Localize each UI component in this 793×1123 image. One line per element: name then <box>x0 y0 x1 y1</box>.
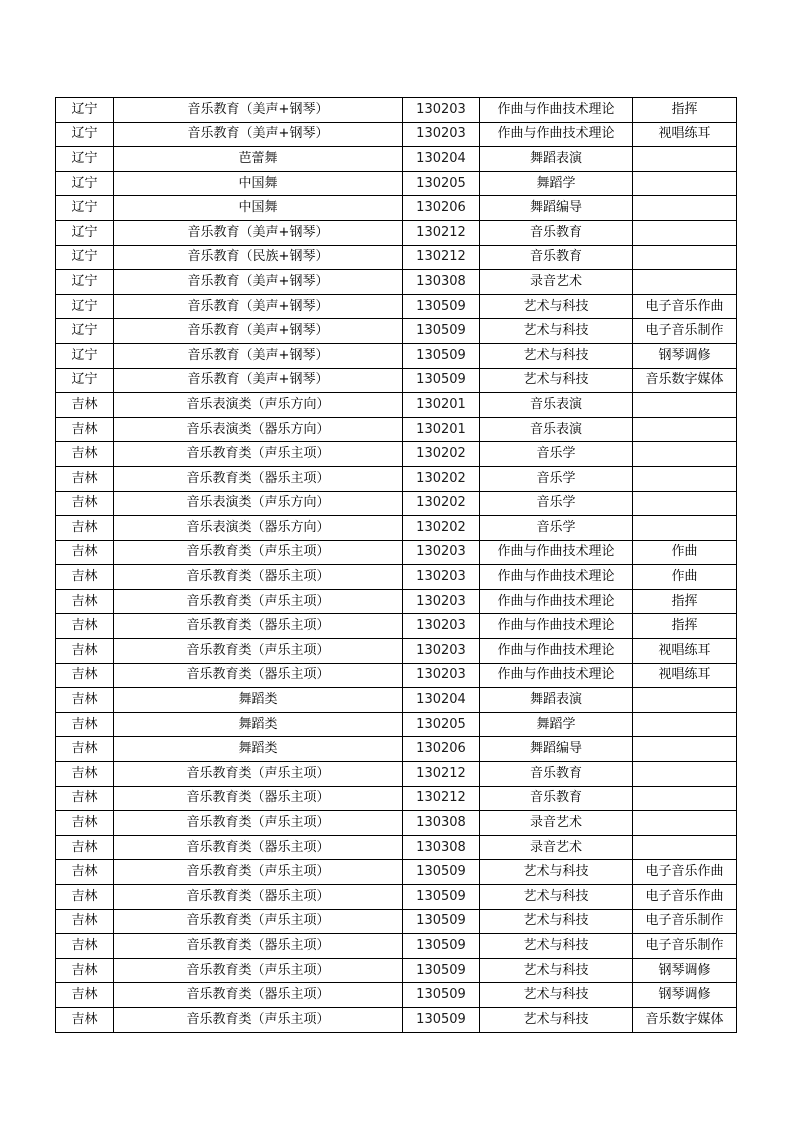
exam-category-cell: 音乐教育类（声乐主项） <box>114 540 403 565</box>
major-code-cell: 130203 <box>403 98 480 123</box>
major-code-cell: 130308 <box>403 270 480 295</box>
exam-category-cell: 音乐教育类（声乐主项） <box>114 762 403 787</box>
major-code-cell: 130202 <box>403 466 480 491</box>
major-direction-cell <box>633 688 737 713</box>
table-row <box>56 466 737 491</box>
major-code-cell: 130509 <box>403 958 480 983</box>
table-row <box>56 786 737 811</box>
exam-category-cell: 音乐教育类（声乐主项） <box>114 909 403 934</box>
major-code-cell: 130509 <box>403 319 480 344</box>
major-direction-cell <box>633 811 737 836</box>
table-row <box>56 934 737 959</box>
major-code-cell: 130205 <box>403 171 480 196</box>
major-name-cell: 录音艺术 <box>480 835 633 860</box>
table-row <box>56 958 737 983</box>
exam-category-cell: 音乐教育类（器乐主项） <box>114 565 403 590</box>
table-row <box>56 516 737 541</box>
major-name-cell: 音乐教育 <box>480 786 633 811</box>
major-code-cell: 130203 <box>403 540 480 565</box>
major-direction-cell: 电子音乐作曲 <box>633 294 737 319</box>
major-direction-cell <box>633 245 737 270</box>
province-cell: 辽宁 <box>56 368 114 393</box>
major-name-cell: 艺术与科技 <box>480 343 633 368</box>
major-code-cell: 130212 <box>403 762 480 787</box>
exam-category-cell: 音乐教育（美声+钢琴） <box>114 270 403 295</box>
exam-category-cell: 中国舞 <box>114 196 403 221</box>
major-direction-cell <box>633 466 737 491</box>
exam-category-cell: 音乐教育（美声+钢琴） <box>114 343 403 368</box>
major-name-cell: 艺术与科技 <box>480 1007 633 1032</box>
major-name-cell: 舞蹈学 <box>480 171 633 196</box>
major-code-cell: 130203 <box>403 589 480 614</box>
major-name-cell: 音乐教育 <box>480 220 633 245</box>
exam-category-cell: 舞蹈类 <box>114 712 403 737</box>
province-cell: 吉林 <box>56 737 114 762</box>
exam-category-cell: 音乐教育类（声乐主项） <box>114 860 403 885</box>
major-name-cell: 艺术与科技 <box>480 319 633 344</box>
table-row <box>56 171 737 196</box>
exam-category-cell: 音乐教育类（声乐主项） <box>114 811 403 836</box>
major-name-cell: 舞蹈表演 <box>480 147 633 172</box>
exam-category-cell: 音乐教育类（器乐主项） <box>114 934 403 959</box>
major-name-cell: 艺术与科技 <box>480 294 633 319</box>
major-code-cell: 130204 <box>403 147 480 172</box>
major-code-cell: 130212 <box>403 245 480 270</box>
major-code-cell: 130509 <box>403 294 480 319</box>
province-cell: 辽宁 <box>56 196 114 221</box>
province-cell: 吉林 <box>56 958 114 983</box>
major-direction-cell <box>633 171 737 196</box>
major-code-cell: 130212 <box>403 786 480 811</box>
major-code-cell: 130206 <box>403 196 480 221</box>
exam-category-cell: 音乐教育类（器乐主项） <box>114 614 403 639</box>
major-code-cell: 130202 <box>403 442 480 467</box>
exam-category-cell: 音乐教育（民族+钢琴） <box>114 245 403 270</box>
major-direction-cell: 电子音乐制作 <box>633 909 737 934</box>
major-direction-cell: 指挥 <box>633 589 737 614</box>
province-cell: 辽宁 <box>56 220 114 245</box>
exam-category-cell: 音乐教育类（声乐主项） <box>114 589 403 614</box>
major-name-cell: 音乐表演 <box>480 393 633 418</box>
major-code-cell: 130308 <box>403 811 480 836</box>
major-code-cell: 130201 <box>403 417 480 442</box>
table-row <box>56 1007 737 1032</box>
table-row <box>56 319 737 344</box>
exam-category-cell: 音乐教育类（声乐主项） <box>114 958 403 983</box>
major-direction-cell <box>633 417 737 442</box>
table-row <box>56 98 737 123</box>
province-cell: 辽宁 <box>56 171 114 196</box>
province-cell: 吉林 <box>56 885 114 910</box>
province-cell: 吉林 <box>56 712 114 737</box>
table-row <box>56 294 737 319</box>
major-direction-cell <box>633 712 737 737</box>
major-name-cell: 作曲与作曲技术理论 <box>480 663 633 688</box>
table-row <box>56 663 737 688</box>
major-direction-cell: 作曲 <box>633 565 737 590</box>
province-cell: 吉林 <box>56 393 114 418</box>
major-name-cell: 录音艺术 <box>480 811 633 836</box>
province-cell: 辽宁 <box>56 319 114 344</box>
province-cell: 辽宁 <box>56 147 114 172</box>
major-name-cell: 艺术与科技 <box>480 934 633 959</box>
province-cell: 吉林 <box>56 909 114 934</box>
major-direction-cell <box>633 393 737 418</box>
province-cell: 吉林 <box>56 688 114 713</box>
table-row <box>56 368 737 393</box>
table-row <box>56 122 737 147</box>
exam-category-cell: 音乐表演类（器乐方向） <box>114 516 403 541</box>
major-code-cell: 130212 <box>403 220 480 245</box>
major-direction-cell <box>633 220 737 245</box>
province-cell: 吉林 <box>56 663 114 688</box>
province-cell: 吉林 <box>56 786 114 811</box>
table-row <box>56 737 737 762</box>
major-name-cell: 作曲与作曲技术理论 <box>480 540 633 565</box>
major-direction-cell: 作曲 <box>633 540 737 565</box>
major-code-cell: 130203 <box>403 122 480 147</box>
major-direction-cell <box>633 147 737 172</box>
exam-category-cell: 音乐教育（美声+钢琴） <box>114 220 403 245</box>
major-code-cell: 130203 <box>403 639 480 664</box>
major-direction-cell <box>633 516 737 541</box>
table-row <box>56 196 737 221</box>
province-cell: 辽宁 <box>56 343 114 368</box>
major-name-cell: 艺术与科技 <box>480 909 633 934</box>
province-cell: 辽宁 <box>56 294 114 319</box>
major-code-cell: 130204 <box>403 688 480 713</box>
exam-category-cell: 音乐教育类（声乐主项） <box>114 639 403 664</box>
major-code-cell: 130509 <box>403 983 480 1008</box>
major-name-cell: 艺术与科技 <box>480 368 633 393</box>
table-row <box>56 589 737 614</box>
major-direction-cell: 电子音乐制作 <box>633 934 737 959</box>
major-direction-cell <box>633 762 737 787</box>
major-direction-cell: 钢琴调修 <box>633 958 737 983</box>
major-name-cell: 音乐教育 <box>480 245 633 270</box>
major-name-cell: 音乐表演 <box>480 417 633 442</box>
major-code-cell: 130509 <box>403 1007 480 1032</box>
table-row <box>56 442 737 467</box>
province-cell: 吉林 <box>56 639 114 664</box>
admission-major-table <box>55 97 737 1033</box>
exam-category-cell: 音乐教育类（器乐主项） <box>114 466 403 491</box>
table-row <box>56 614 737 639</box>
exam-category-cell: 音乐教育（美声+钢琴） <box>114 98 403 123</box>
province-cell: 吉林 <box>56 417 114 442</box>
major-name-cell: 艺术与科技 <box>480 983 633 1008</box>
major-name-cell: 音乐学 <box>480 466 633 491</box>
table-row <box>56 639 737 664</box>
exam-category-cell: 音乐表演类（声乐方向） <box>114 491 403 516</box>
major-direction-cell <box>633 786 737 811</box>
exam-category-cell: 音乐教育（美声+钢琴） <box>114 319 403 344</box>
table-row <box>56 885 737 910</box>
table-body <box>56 98 737 1033</box>
province-cell: 辽宁 <box>56 98 114 123</box>
major-name-cell: 作曲与作曲技术理论 <box>480 122 633 147</box>
table-row <box>56 245 737 270</box>
table-row <box>56 343 737 368</box>
table-row <box>56 909 737 934</box>
province-cell: 吉林 <box>56 614 114 639</box>
major-code-cell: 130509 <box>403 909 480 934</box>
major-direction-cell: 视唱练耳 <box>633 639 737 664</box>
exam-category-cell: 音乐教育（美声+钢琴） <box>114 294 403 319</box>
exam-category-cell: 音乐教育类（声乐主项） <box>114 1007 403 1032</box>
province-cell: 吉林 <box>56 540 114 565</box>
table-row <box>56 688 737 713</box>
province-cell: 辽宁 <box>56 270 114 295</box>
major-code-cell: 130202 <box>403 516 480 541</box>
major-direction-cell: 指挥 <box>633 614 737 639</box>
table-row <box>56 860 737 885</box>
exam-category-cell: 音乐表演类（器乐方向） <box>114 417 403 442</box>
major-code-cell: 130509 <box>403 934 480 959</box>
major-name-cell: 作曲与作曲技术理论 <box>480 589 633 614</box>
province-cell: 吉林 <box>56 860 114 885</box>
major-direction-cell: 电子音乐制作 <box>633 319 737 344</box>
major-code-cell: 130205 <box>403 712 480 737</box>
major-name-cell: 音乐学 <box>480 516 633 541</box>
province-cell: 吉林 <box>56 516 114 541</box>
exam-category-cell: 音乐教育类（声乐主项） <box>114 442 403 467</box>
table-row <box>56 491 737 516</box>
table-row <box>56 220 737 245</box>
major-code-cell: 130203 <box>403 663 480 688</box>
major-name-cell: 作曲与作曲技术理论 <box>480 614 633 639</box>
major-name-cell: 音乐学 <box>480 491 633 516</box>
major-direction-cell: 视唱练耳 <box>633 663 737 688</box>
province-cell: 吉林 <box>56 565 114 590</box>
exam-category-cell: 音乐教育（美声+钢琴） <box>114 368 403 393</box>
major-code-cell: 130203 <box>403 614 480 639</box>
major-direction-cell: 电子音乐作曲 <box>633 860 737 885</box>
major-direction-cell: 电子音乐作曲 <box>633 885 737 910</box>
province-cell: 吉林 <box>56 811 114 836</box>
major-direction-cell <box>633 442 737 467</box>
table-row <box>56 835 737 860</box>
major-code-cell: 130509 <box>403 368 480 393</box>
exam-category-cell: 音乐教育（美声+钢琴） <box>114 122 403 147</box>
province-cell: 吉林 <box>56 589 114 614</box>
table-row <box>56 540 737 565</box>
province-cell: 辽宁 <box>56 122 114 147</box>
table-row <box>56 393 737 418</box>
major-direction-cell: 音乐数字媒体 <box>633 1007 737 1032</box>
major-name-cell: 录音艺术 <box>480 270 633 295</box>
major-direction-cell <box>633 270 737 295</box>
major-direction-cell <box>633 835 737 860</box>
major-name-cell: 艺术与科技 <box>480 860 633 885</box>
major-code-cell: 130308 <box>403 835 480 860</box>
exam-category-cell: 音乐教育类（器乐主项） <box>114 786 403 811</box>
province-cell: 吉林 <box>56 983 114 1008</box>
province-cell: 吉林 <box>56 762 114 787</box>
major-code-cell: 130206 <box>403 737 480 762</box>
table-row <box>56 811 737 836</box>
major-name-cell: 作曲与作曲技术理论 <box>480 639 633 664</box>
province-cell: 吉林 <box>56 835 114 860</box>
major-name-cell: 作曲与作曲技术理论 <box>480 98 633 123</box>
exam-category-cell: 音乐表演类（声乐方向） <box>114 393 403 418</box>
province-cell: 辽宁 <box>56 245 114 270</box>
major-name-cell: 舞蹈学 <box>480 712 633 737</box>
major-code-cell: 130509 <box>403 860 480 885</box>
major-direction-cell <box>633 491 737 516</box>
table-row <box>56 147 737 172</box>
province-cell: 吉林 <box>56 1007 114 1032</box>
major-name-cell: 舞蹈表演 <box>480 688 633 713</box>
major-name-cell: 舞蹈编导 <box>480 196 633 221</box>
exam-category-cell: 舞蹈类 <box>114 688 403 713</box>
major-name-cell: 音乐学 <box>480 442 633 467</box>
major-direction-cell: 视唱练耳 <box>633 122 737 147</box>
exam-category-cell: 音乐教育类（器乐主项） <box>114 663 403 688</box>
major-name-cell: 作曲与作曲技术理论 <box>480 565 633 590</box>
exam-category-cell: 中国舞 <box>114 171 403 196</box>
major-direction-cell: 音乐数字媒体 <box>633 368 737 393</box>
table-row <box>56 712 737 737</box>
province-cell: 吉林 <box>56 466 114 491</box>
major-direction-cell <box>633 737 737 762</box>
major-code-cell: 130202 <box>403 491 480 516</box>
exam-category-cell: 音乐教育类（器乐主项） <box>114 835 403 860</box>
major-name-cell: 艺术与科技 <box>480 885 633 910</box>
table-row <box>56 270 737 295</box>
major-code-cell: 130509 <box>403 885 480 910</box>
major-name-cell: 艺术与科技 <box>480 958 633 983</box>
exam-category-cell: 音乐教育类（器乐主项） <box>114 885 403 910</box>
table-row <box>56 983 737 1008</box>
major-name-cell: 舞蹈编导 <box>480 737 633 762</box>
province-cell: 吉林 <box>56 934 114 959</box>
exam-category-cell: 舞蹈类 <box>114 737 403 762</box>
major-code-cell: 130201 <box>403 393 480 418</box>
table-row <box>56 565 737 590</box>
major-name-cell: 音乐教育 <box>480 762 633 787</box>
major-direction-cell <box>633 196 737 221</box>
major-code-cell: 130509 <box>403 343 480 368</box>
major-direction-cell: 钢琴调修 <box>633 343 737 368</box>
major-direction-cell: 指挥 <box>633 98 737 123</box>
exam-category-cell: 芭蕾舞 <box>114 147 403 172</box>
province-cell: 吉林 <box>56 442 114 467</box>
major-direction-cell: 钢琴调修 <box>633 983 737 1008</box>
table-row <box>56 762 737 787</box>
table-row <box>56 417 737 442</box>
province-cell: 吉林 <box>56 491 114 516</box>
major-code-cell: 130203 <box>403 565 480 590</box>
exam-category-cell: 音乐教育类（器乐主项） <box>114 983 403 1008</box>
